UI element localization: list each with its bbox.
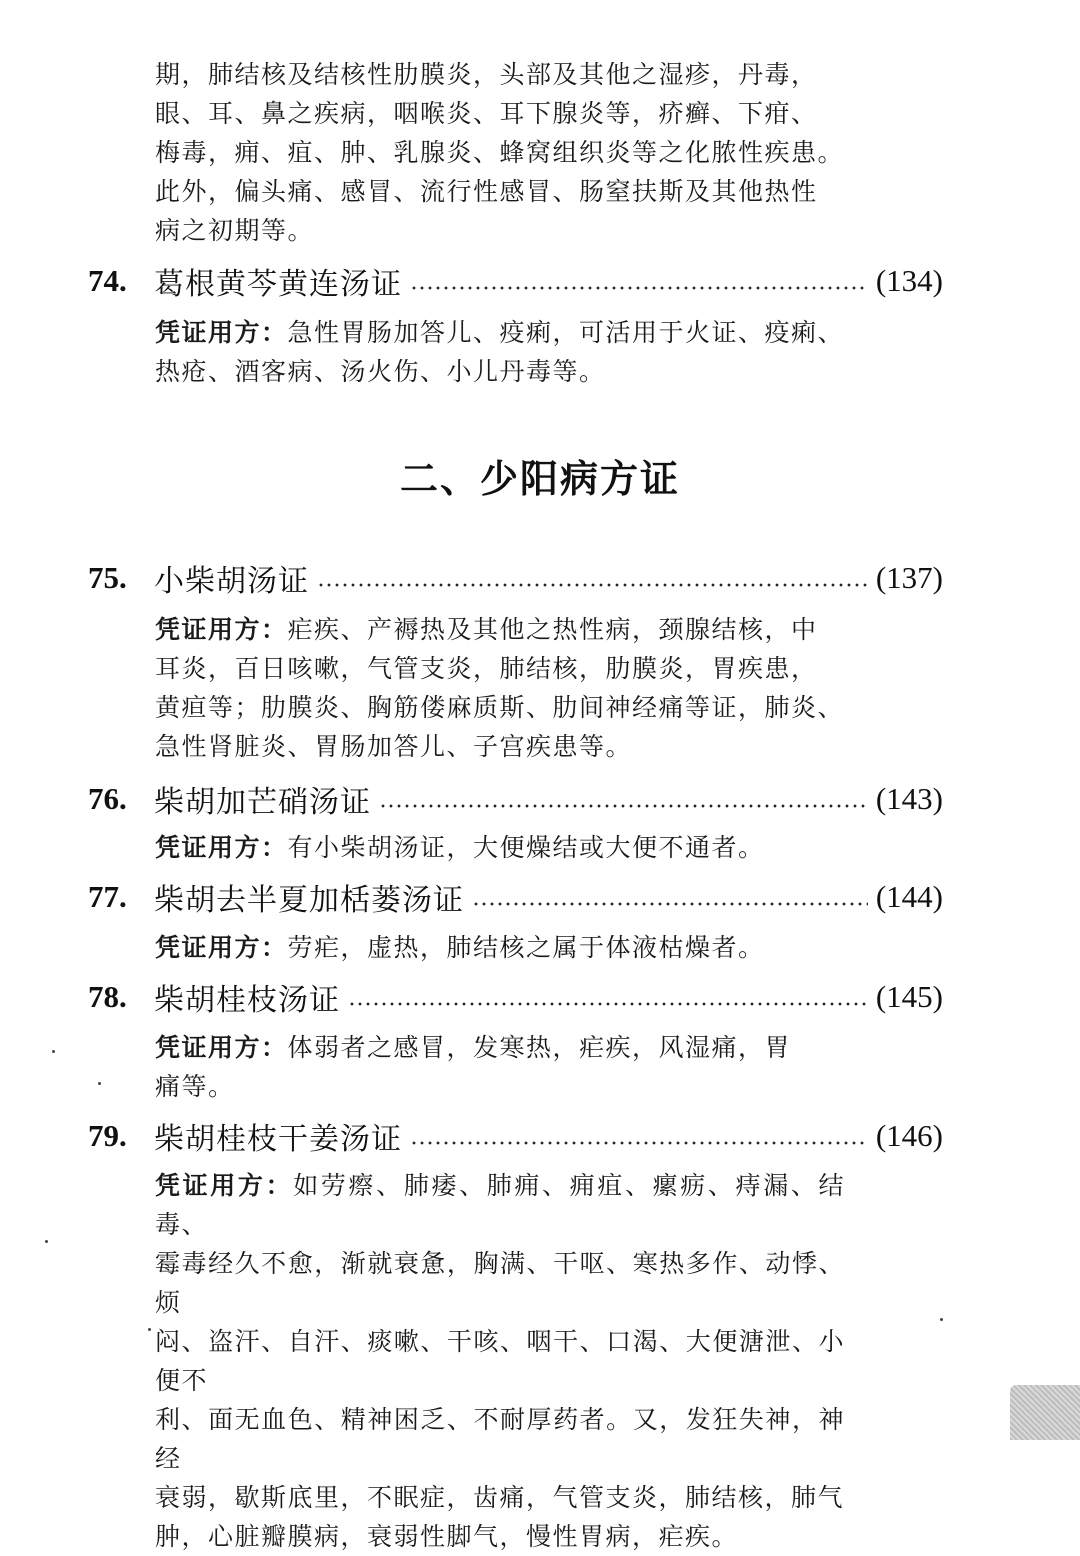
entry-title: 小柴胡汤证 xyxy=(154,564,309,599)
entry-number: 76. xyxy=(88,781,127,816)
paragraph-line: 痛等。 xyxy=(155,1072,235,1101)
entry-page-number: (137) xyxy=(875,560,943,595)
entry-title: 柴胡去半夏加栝蒌汤证 xyxy=(154,883,464,918)
paragraph-line: 梅毒，痈、疽、肿、乳腺炎、蜂窝组织炎等之化脓性疾患。 xyxy=(155,138,845,167)
paragraph-line: 热疮、酒客病、汤火伤、小儿丹毒等。 xyxy=(155,357,606,386)
paragraph-line xyxy=(155,928,845,967)
entry-number: 75. xyxy=(88,560,127,595)
entry-description xyxy=(155,1028,845,1106)
toc-entry[interactable] xyxy=(88,555,943,601)
entry-page-number: (146) xyxy=(875,1118,943,1153)
dot-leader xyxy=(410,1140,868,1146)
entry-page-number: (143) xyxy=(875,781,943,816)
usage-text: 劳疟，虚热，肺结核之属于体液枯燥者。 xyxy=(287,933,765,962)
toc-entry[interactable] xyxy=(88,776,943,822)
entry-page-number: (145) xyxy=(875,979,943,1014)
paragraph-line xyxy=(155,313,845,352)
usage-label: 凭证用方： xyxy=(155,1033,288,1062)
entry-number: 79. xyxy=(88,1118,127,1153)
toc-entry[interactable] xyxy=(88,874,943,920)
paragraph-line: 急性肾脏炎、胃肠加答儿、子宫疾患等。 xyxy=(155,732,633,761)
scan-speck xyxy=(98,1082,101,1085)
entry-page-number: (134) xyxy=(875,263,943,298)
entry-title: 柴胡桂枝汤证 xyxy=(154,983,340,1018)
entry-title: 葛根黄芩黄连汤证 xyxy=(154,267,402,302)
usage-text: 如劳瘵、肺痿、肺痈、痈疽、瘰疬、痔漏、结毒、 xyxy=(155,1171,845,1239)
paragraph-line xyxy=(155,1166,845,1244)
scan-speck xyxy=(45,1240,48,1243)
usage-text: 疟疾、产褥热及其他之热性病，颈腺结核，中 xyxy=(287,615,818,644)
paragraph-line: 肿，心脏瓣膜病，衰弱性脚气，慢性胃病，疟疾。 xyxy=(155,1522,739,1551)
paragraph-line: 霉毒经久不愈，渐就衰惫，胸满、干呕、寒热多作、动悸、烦 xyxy=(155,1249,845,1317)
entry-description xyxy=(155,313,845,391)
entry-description xyxy=(155,828,845,867)
usage-text: 急性胃肠加答儿、疫痢，可活用于火证、疫痢、 xyxy=(287,318,845,347)
usage-label: 凭证用方： xyxy=(155,318,288,347)
paragraph-line: 利、面无血色、精神困乏、不耐厚药者。又，发狂失神，神经 xyxy=(155,1405,845,1473)
scan-speck xyxy=(52,1050,55,1053)
dot-leader xyxy=(317,582,868,588)
paragraph-line xyxy=(155,1028,845,1067)
usage-label: 凭证用方： xyxy=(155,833,288,862)
paragraph-line: 此外，偏头痛、感冒、流行性感冒、肠窒扶斯及其他热性 xyxy=(155,177,818,206)
entry-description xyxy=(155,928,845,967)
usage-label: 凭证用方： xyxy=(155,615,288,644)
paragraph-line: 闷、盗汗、自汗、痰嗽、干咳、咽干、口渴、大便溏泄、小便不 xyxy=(155,1327,845,1395)
dot-leader xyxy=(379,803,868,809)
entry-number: 78. xyxy=(88,979,127,1014)
paragraph-line: 黄疸等；肋膜炎、胸筋偻麻质斯、肋间神经痛等证，肺炎、 xyxy=(155,693,845,722)
toc-entry[interactable] xyxy=(88,1113,943,1159)
scan-speck xyxy=(940,1318,943,1321)
entry-description xyxy=(155,610,845,766)
paragraph-line: 病之初期等。 xyxy=(155,216,315,245)
scan-speck xyxy=(148,1328,151,1331)
usage-label: 凭证用方： xyxy=(155,1171,294,1200)
paragraph-line: 眼、耳、鼻之疾病，咽喉炎、耳下腺炎等，疥癣、下疳、 xyxy=(155,99,818,128)
entry-title: 柴胡加芒硝汤证 xyxy=(154,785,371,820)
entry-number: 77. xyxy=(88,879,127,914)
paragraph-line: 期，肺结核及结核性肋膜炎，头部及其他之湿疹，丹毒， xyxy=(155,60,818,89)
entry-page-number: (144) xyxy=(875,879,943,914)
paragraph-line xyxy=(155,828,845,867)
paragraph-line xyxy=(155,610,845,649)
usage-text: 体弱者之感冒，发寒热，疟疾，风湿痛，胃 xyxy=(287,1033,792,1062)
usage-label: 凭证用方： xyxy=(155,933,288,962)
entry-title: 柴胡桂枝干姜汤证 xyxy=(154,1122,402,1157)
continuation-paragraph xyxy=(155,55,845,250)
entry-number: 74. xyxy=(88,263,127,298)
section-title: 二、少阳病方证 xyxy=(399,457,680,501)
scan-corner-artifact xyxy=(1010,1385,1080,1440)
dot-leader xyxy=(472,901,868,907)
dot-leader xyxy=(348,1001,868,1007)
toc-entry[interactable] xyxy=(88,258,943,304)
usage-text: 有小柴胡汤证，大便燥结或大便不通者。 xyxy=(287,833,765,862)
paragraph-line: 耳炎，百日咳嗽，气管支炎，肺结核，肋膜炎，胃疾患， xyxy=(155,654,818,683)
toc-entry[interactable] xyxy=(88,974,943,1020)
dot-leader xyxy=(410,285,868,291)
paragraph-line: 衰弱，歇斯底里，不眠症，齿痛，气管支炎，肺结核，肺气 xyxy=(155,1483,845,1512)
entry-description xyxy=(155,1166,845,1556)
